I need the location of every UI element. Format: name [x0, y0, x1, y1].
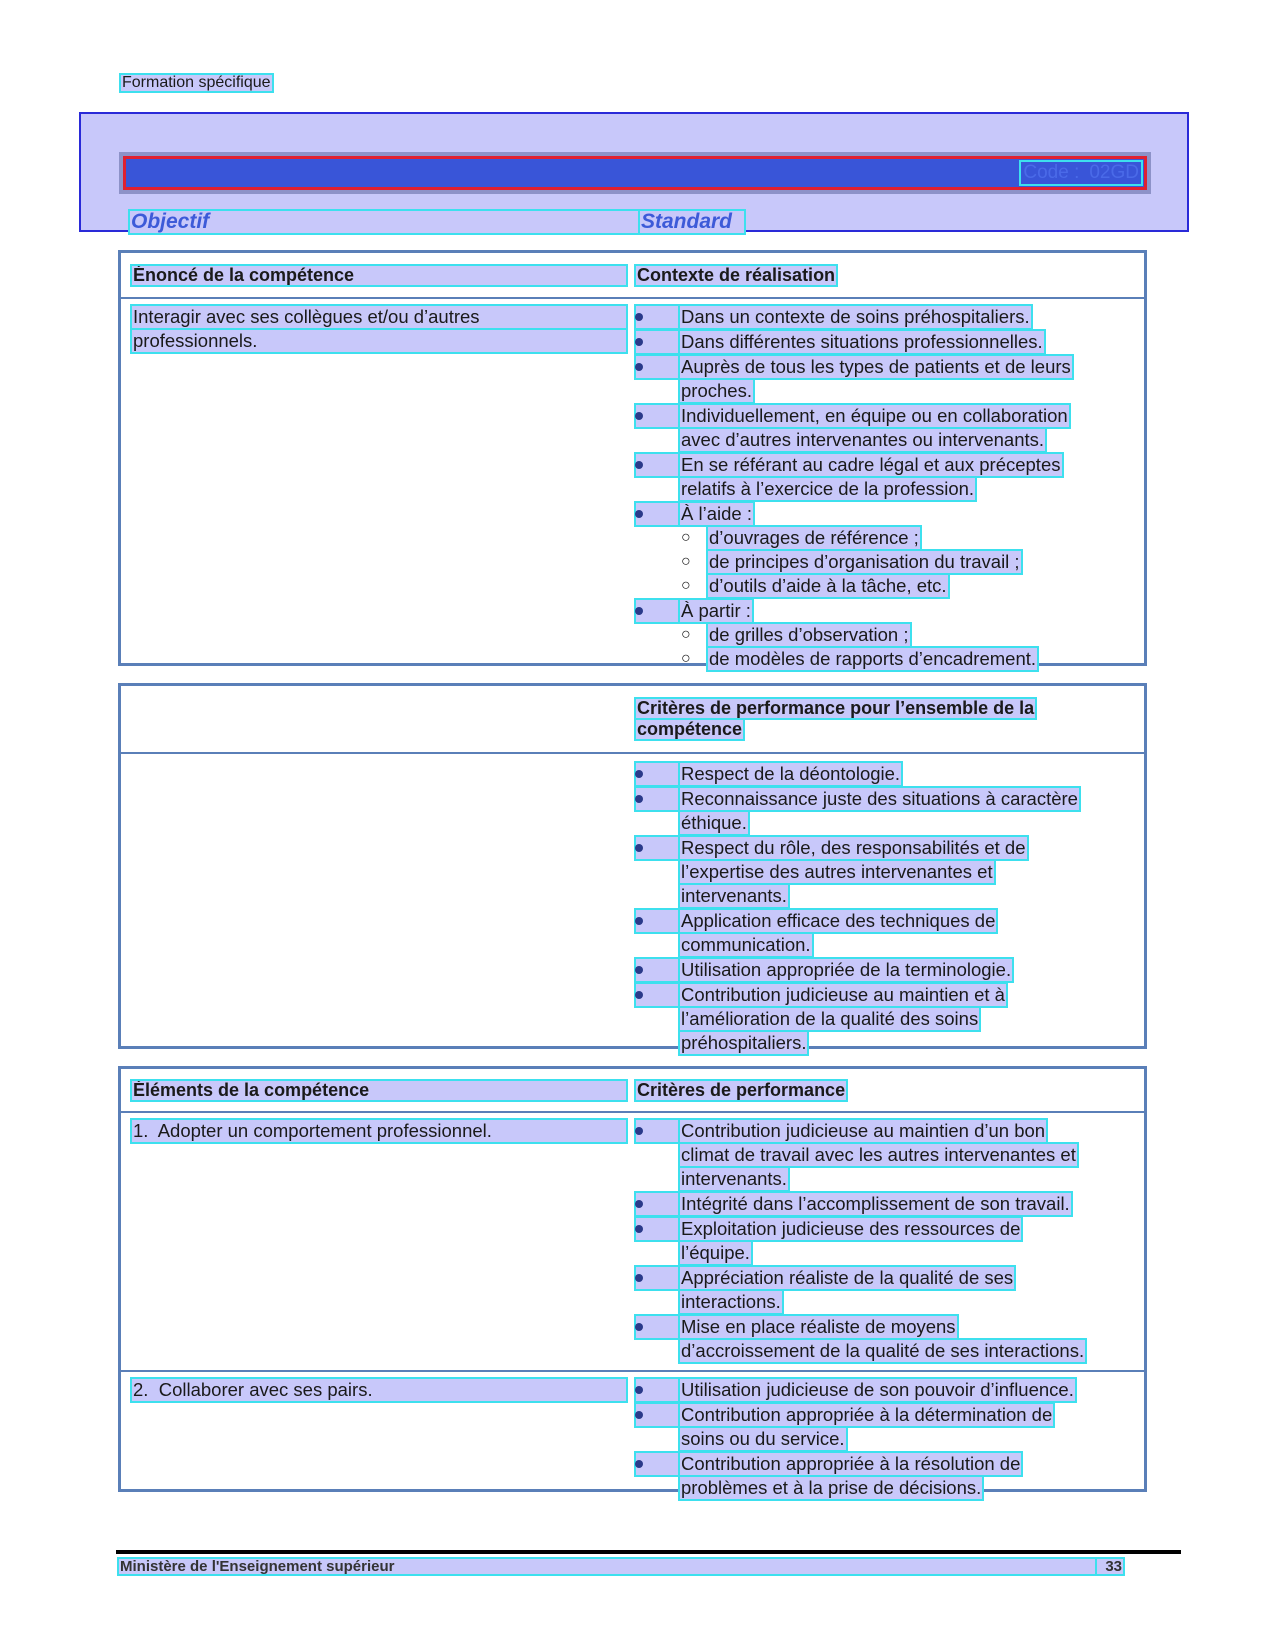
- bullet-line: Auprès de tous les types de patients et de leurs: [681, 356, 1071, 377]
- competency-statement-box: [118, 250, 1147, 669]
- bullet-line: Contribution appropriée à la résolution de: [681, 1453, 1021, 1474]
- bullet-item: [635, 909, 1144, 957]
- bullet-line: Application efficace des techniques de: [681, 910, 996, 931]
- context-list: [635, 305, 1144, 671]
- bullet-icon: [635, 1403, 679, 1427]
- sub-bullet-line: d’ouvrages de référence ;: [709, 527, 919, 548]
- context-header: Contexte de réalisation: [637, 264, 836, 285]
- bullet-line: Appréciation réaliste de la qualité de ses: [681, 1267, 1014, 1288]
- bullet-line: À partir :: [681, 600, 751, 621]
- bullet-item: [635, 787, 1144, 835]
- bullet-icon: [635, 404, 679, 428]
- circle-bullet-icon: ○: [681, 577, 691, 594]
- element-criteria-list: [635, 1378, 1144, 1500]
- bullet-icon: [635, 762, 679, 786]
- bullet-line: interactions.: [681, 1291, 781, 1312]
- bullet-line: Reconnaissance juste des situations à caractère: [681, 788, 1078, 809]
- statement-line: professionnels.: [131, 329, 627, 353]
- bullet-icon: [635, 502, 679, 526]
- bullet-line: l’équipe.: [681, 1242, 750, 1263]
- circle-bullet-icon: ○: [681, 650, 691, 667]
- bullet-line: éthique.: [681, 812, 747, 833]
- bullet-line: Utilisation appropriée de la terminologie.: [681, 959, 1012, 980]
- bullet-item: [635, 762, 1144, 786]
- bullet-item: [635, 1378, 1144, 1402]
- bullet-icon: [635, 983, 679, 1007]
- sub-bullet-item: [679, 574, 1144, 598]
- bullet-icon: [635, 1119, 679, 1143]
- bullet-icon: [635, 305, 679, 329]
- running-head: Formation spécifique: [122, 74, 271, 91]
- bullet-icon: [635, 1315, 679, 1339]
- bullet-item: [635, 1315, 1144, 1363]
- code-bar: [119, 152, 1151, 194]
- competency-statement: [121, 305, 635, 672]
- statement-line: Interagir avec ses collègues et/ou d’autres: [131, 305, 627, 329]
- bullet-line: Exploitation judicieuse des ressources de: [681, 1218, 1021, 1239]
- competency-title-box: [79, 112, 1189, 232]
- code-value: 02GD: [1089, 162, 1139, 183]
- overall-criteria-box: [118, 683, 1147, 1053]
- circle-bullet-icon: ○: [681, 626, 691, 643]
- bullet-line: Contribution judicieuse au maintien et à: [681, 984, 1005, 1005]
- competency-code: [1021, 162, 1141, 184]
- code-label: Code :: [1023, 162, 1080, 183]
- bullet-line: Respect de la déontologie.: [681, 763, 901, 784]
- bullet-line: Utilisation judicieuse de son pouvoir d’influence.: [681, 1379, 1074, 1400]
- bullet-line: Contribution appropriée à la détermination de: [681, 1404, 1053, 1425]
- bullet-line: climat de travail avec les autres intervenantes et: [681, 1144, 1076, 1165]
- standard-heading: Standard: [639, 210, 745, 234]
- page-number: 33: [1096, 1558, 1124, 1575]
- elements-header: Éléments de la compétence: [131, 1080, 627, 1101]
- footer-rule: [116, 1550, 1181, 1554]
- bullet-icon: [635, 958, 679, 982]
- bullet-line: d’accroissement de la qualité de ses interactions.: [681, 1340, 1085, 1361]
- element-row: [121, 1370, 1144, 1501]
- bullet-item: [635, 599, 1144, 671]
- bullet-icon: [635, 787, 679, 811]
- bullet-line: l’amélioration de la qualité des soins: [681, 1008, 979, 1029]
- bullet-icon: [635, 1192, 679, 1216]
- bullet-icon: [635, 909, 679, 933]
- bullet-item: [635, 404, 1144, 452]
- bullet-item: [635, 1119, 1144, 1191]
- bullet-line: communication.: [681, 934, 811, 955]
- bullet-item: [635, 453, 1144, 501]
- bullet-line: Respect du rôle, des responsabilités et de: [681, 837, 1026, 858]
- bullet-line: Intégrité dans l’accomplissement de son travail.: [681, 1193, 1070, 1214]
- bullet-icon: [635, 599, 679, 623]
- bullet-item: [635, 355, 1144, 403]
- sub-bullet-item: [679, 647, 1144, 671]
- statement-header: Énoncé de la compétence: [131, 265, 627, 286]
- bullet-item: [635, 958, 1144, 982]
- bullet-line: proches.: [681, 380, 752, 401]
- bullet-icon: [635, 453, 679, 477]
- overall-criteria-header: [635, 698, 1144, 740]
- overall-criteria-header-line: Critères de performance pour l’ensemble de la: [637, 698, 1035, 718]
- sub-bullet-item: [679, 526, 1144, 550]
- bullet-icon: [635, 1217, 679, 1241]
- bullet-icon: [635, 355, 679, 379]
- bullet-item: [635, 502, 1144, 598]
- bullet-line: Dans différentes situations professionnelles.: [681, 331, 1043, 352]
- bullet-item: [635, 1217, 1144, 1265]
- bullet-item: [635, 1266, 1144, 1314]
- bullet-line: l’expertise des autres intervenantes et: [681, 861, 993, 882]
- bullet-icon: [635, 836, 679, 860]
- bullet-line: relatifs à l’exercice de la profession.: [681, 478, 975, 499]
- bullet-item: [635, 1403, 1144, 1451]
- circle-bullet-icon: ○: [681, 553, 691, 570]
- element-label: 2. Collaborer avec ses pairs.: [131, 1378, 627, 1402]
- overall-criteria-list: [635, 762, 1144, 1055]
- bullet-item: [635, 836, 1144, 908]
- bullet-line: intervenants.: [681, 1168, 787, 1189]
- bullet-line: soins ou du service.: [681, 1428, 845, 1449]
- bullet-line: avec d’autres intervenantes ou intervenants.: [681, 429, 1045, 450]
- elements-box: [118, 1066, 1147, 1498]
- bullet-line: Contribution judicieuse au maintien d’un bon: [681, 1120, 1046, 1141]
- sub-bullet-item: [679, 623, 1144, 647]
- bullet-item: [635, 305, 1144, 329]
- overall-criteria-header-line: compétence: [637, 719, 743, 739]
- bullet-line: Mise en place réaliste de moyens: [681, 1316, 956, 1337]
- objectif-heading: Objectif: [129, 210, 665, 234]
- circle-bullet-icon: ○: [681, 529, 691, 546]
- element-row: [121, 1113, 1144, 1370]
- sub-bullet-line: de modèles de rapports d’encadrement.: [709, 648, 1037, 669]
- bullet-line: En se référant au cadre légal et aux préceptes: [681, 454, 1061, 475]
- bullet-line: À l’aide :: [681, 503, 752, 524]
- sub-bullet-line: d’outils d’aide à la tâche, etc.: [709, 575, 947, 596]
- criteria-header: Critères de performance: [637, 1079, 846, 1100]
- element-criteria-list: [635, 1119, 1144, 1363]
- bullet-item: [635, 983, 1144, 1055]
- bullet-item: [635, 330, 1144, 354]
- footer-ministry: Ministère de l'Enseignement supérieur: [118, 1558, 1123, 1575]
- bullet-item: [635, 1192, 1144, 1216]
- bullet-line: Individuellement, en équipe ou en collaboration: [681, 405, 1068, 426]
- sub-bullet-item: [679, 550, 1144, 574]
- bullet-icon: [635, 1266, 679, 1290]
- bullet-line: préhospitaliers.: [681, 1032, 807, 1053]
- bullet-line: intervenants.: [681, 885, 787, 906]
- bullet-icon: [635, 330, 679, 354]
- bullet-icon: [635, 1378, 679, 1402]
- element-label: 1. Adopter un comportement professionnel.: [131, 1119, 627, 1143]
- sub-bullet-line: de principes d’organisation du travail ;: [709, 551, 1020, 572]
- bullet-line: problèmes et à la prise de décisions.: [681, 1477, 982, 1498]
- sub-bullet-line: de grilles d’observation ;: [709, 624, 909, 645]
- bullet-icon: [635, 1452, 679, 1476]
- bullet-item: [635, 1452, 1144, 1500]
- bullet-line: Dans un contexte de soins préhospitaliers.: [681, 306, 1030, 327]
